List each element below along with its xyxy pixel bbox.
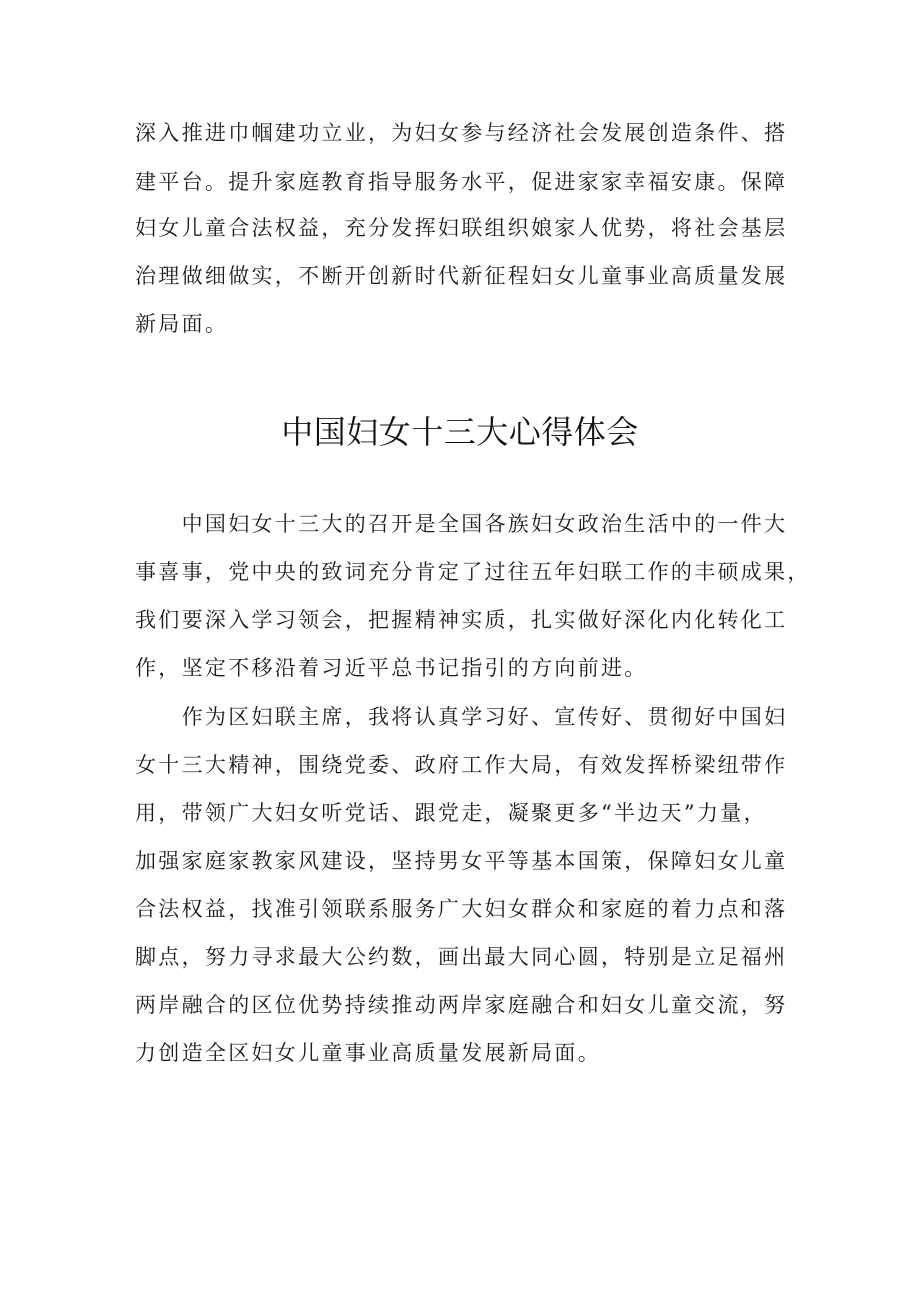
text-line: 中国妇女十三大的召开是全国各族妇女政治生活中的一件大 [135, 512, 788, 536]
text-line: 脚点，努力寻求最大公约数，画出最大同心圆，特别是立足福州 [135, 945, 788, 969]
text-line: 用，带领广大妇女听党话、跟党走，凝聚更多“半边天”力量， [135, 801, 767, 825]
text-line: 力创造全区妇女儿童事业高质量发展新局面。 [135, 1041, 601, 1065]
text-line: 女十三大精神，围绕党委、政府工作大局，有效发挥桥梁纽带作 [135, 753, 788, 777]
text-line: 加强家庭家教家风建设，坚持男女平等基本国策，保障妇女儿童 [135, 849, 788, 873]
text-line: 深入推进巾帼建功立业，为妇女参与经济社会发展创造条件、搭 [135, 121, 788, 145]
text-line: 作为区妇联主席，我将认真学习好、宣传好、贯彻好中国妇 [135, 705, 788, 729]
text-line: 我们要深入学习领会，把握精神实质，扎实做好深化内化转化工 [135, 608, 788, 632]
text-line: 作，坚定不移沿着习近平总书记指引的方向前进。 [135, 656, 648, 680]
text-line: 两岸融合的区位优势持续推动两岸家庭融合和妇女儿童交流，努 [135, 993, 788, 1017]
text-line: 新局面。 [135, 312, 229, 336]
text-line: 治理做细做实，不断开创新时代新征程妇女儿童事业高质量发展 [135, 264, 788, 288]
article-title: 中国妇女十三大心得体会 [281, 413, 639, 451]
text-line: 事喜事，党中央的致词充分肯定了过往五年妇联工作的丰硕成果， [135, 560, 811, 584]
text-line: 妇女儿童合法权益，充分发挥妇联组织娘家人优势，将社会基层 [135, 216, 788, 240]
text-line: 合法权益，找准引领联系服务广大妇女群众和家庭的着力点和落 [135, 897, 788, 921]
text-line: 建平台。提升家庭教育指导服务水平，促进家家幸福安康。保障 [135, 170, 788, 194]
